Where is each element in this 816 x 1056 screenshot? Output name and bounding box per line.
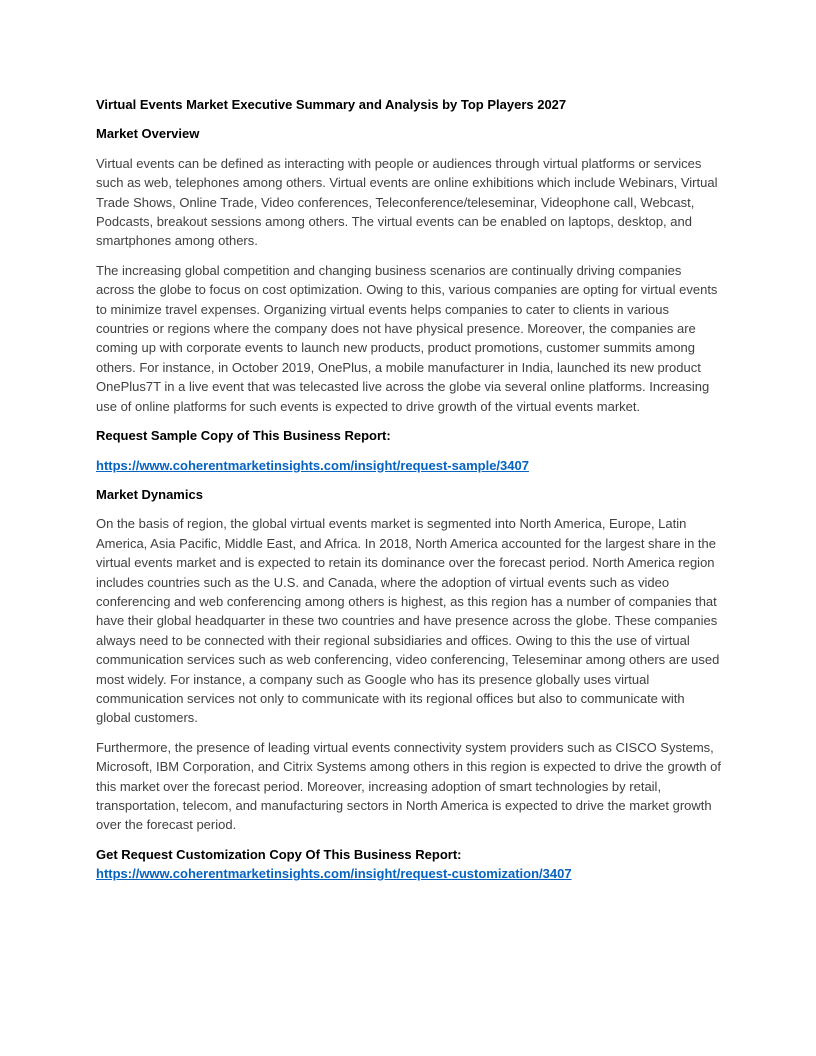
market-dynamics-heading: Market Dynamics	[96, 486, 203, 502]
document-page	[96, 95, 721, 894]
request-customization-link[interactable]: https://www.coherentmarketinsights.com/insight/request-customization/3407	[96, 866, 572, 882]
market-overview-paragraph-2: The increasing global competition and changing business scenarios are continually driving companies across the globe to focus on cost optimization. Owing to this, various companies are opting for virtual events to minimize travel expenses. Organizing virtual events helps companies to cater to clients in various countries or regions where the company does not have physical presence. Moreover, the companies are coming up with corporate events to launch new products, product promotions, customer summits among others. For instance, in October 2019, OnePlus, a mobile manufacturer in India, launched its new product OnePlus7T in a live event that was telecasted live across the globe via several online platforms. Increasing use of online platforms for such events is expected to drive growth of the virtual events market.	[96, 262, 718, 414]
market-overview-heading: Market Overview	[96, 126, 200, 142]
request-sample-link[interactable]: https://www.coherentmarketinsights.com/insight/request-sample/3407	[96, 457, 529, 473]
market-dynamics-paragraph-1: On the basis of region, the global virtual events market is segmented into North America, Europe, Latin America, Asia Pacific, Middle East, and Africa. In 2018, North America accounted for the largest share in the virtual events market and is expected to retain its dominance over the forecast period. North America region includes countries such as the U.S. and Canada, where the adoption of virtual events such as video conferencing and web conferencing among others is highest, as this region has a number of companies that have their global headquarter in these two countries and have presence across the globe. These companies always need to be connected with their regional subsidiaries and offices. Owing to this the use of virtual communication services such as web conferencing, video conferencing, Teleseminar among others are used most widely. For instance, a company such as Google who has its presence globally uses virtual communication services not only to communicate with its regional offices but also to communicate with global customers.	[96, 516, 720, 726]
market-overview-paragraph-1: Virtual events can be defined as interacting with people or audiences through virtual platforms or services such as web, telephones among others. Virtual events are online exhibitions which include Webinars, Virtual Trade Shows, Online Trade, Video conferences, Teleconference/teleseminar, Videophone call, Webcast, Podcasts, breakout sessions among others. The virtual events can be enabled on laptops, desktop, and smartphones among others.	[96, 155, 718, 249]
market-dynamics-paragraph-2: Furthermore, the presence of leading virtual events connectivity system providers such as CISCO Systems, Microsoft, IBM Corporation, and Citrix Systems among others in this region is expected to drive the growth of this market over the forecast period. Moreover, increasing adoption of smart technologies by retail, transportation, telecom, and manufacturing sectors in North America is expected to drive the market growth over the forecast period.	[96, 739, 721, 833]
document-title: Virtual Events Market Executive Summary and Analysis by Top Players 2027	[96, 97, 567, 112]
request-sample-heading: Request Sample Copy of This Business Report:	[96, 428, 391, 444]
request-sample-link-line	[96, 456, 721, 475]
request-customization-heading: Get Request Customization Copy Of This Business Report:	[96, 846, 462, 862]
request-customization-link-line	[96, 864, 721, 883]
